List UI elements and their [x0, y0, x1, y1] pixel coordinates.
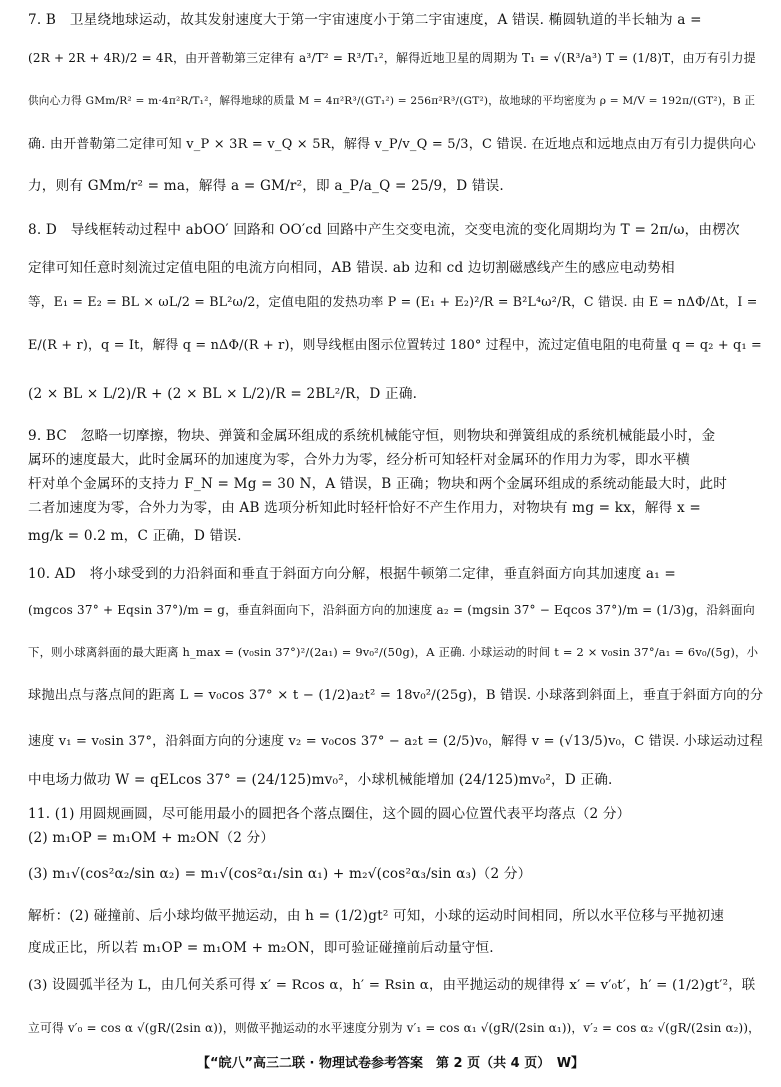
text-line: 解析：(2) 碰撞前、后小球均做平抛运动，由 h = (1/2)gt² 可知，小球的运动时间相同，所以水平位移与平抛初速	[28, 908, 725, 924]
text-line: 定律可知任意时刻流过定值电阻的电流方向相同，AB 错误. ab 边和 cd 边切割磁感线产生的感应电动势相	[28, 260, 675, 276]
text-line: (3) m₁√(cos²α₂/sin α₂) = m₁√(cos²α₁/sin α₁) + m₂√(cos²α₃/sin α₃)（2 分）	[28, 866, 532, 882]
text-line: 11. (1) 用圆规画圆，尽可能用最小的圆把各个落点圈住，这个圆的圆心位置代表平均落点（2 分）	[28, 806, 631, 822]
text-line: 供向心力得 GMm/R² = m·4π²R/T₁²，解得地球的质量 M = 4π²R³/(GT₁²) = 256π²R³/(GT²)，故地球的平均密度为 ρ = M/V = 192π/(GT²)，B 正	[28, 95, 756, 107]
text-line: 速度 v₁ = v₀sin 37°，沿斜面方向的分速度 v₂ = v₀cos 37° − a₂t = (2/5)v₀，解得 v = (√13/5)v₀，C 错误. 小球运动过程	[28, 734, 763, 749]
text-line: 力，则有 GMm/r² = ma，解得 a = GM/r²，即 a_P/a_Q = 25/9，D 错误.	[28, 178, 504, 194]
text-line: 确. 由开普勒第二定律可知 v_P × 3R = v_Q × 5R，解得 v_P/v_Q = 5/3，C 错误. 在近地点和远地点由万有引力提供向心	[28, 137, 756, 152]
text-line: (3) 设圆弧半径为 L，由几何关系可得 x′ = Rcos α，h′ = Rsin α，由平抛运动的规律得 x′ = v′₀t′，h′ = (1/2)gt′²，联	[28, 978, 756, 993]
page-footer: 【“皖八”高三二联 · 物理试卷参考答案 第 2 页（共 4 页） W】	[196, 1056, 585, 1071]
text-line: E/(R + r)，q = It，解得 q = nΔΦ/(R + r)，则导线框由图示位置转过 180° 过程中，流过定值电阻的电荷量 q = q₂ + q₁ =	[28, 338, 762, 353]
text-line: 下，则小球离斜面的最大距离 h_max = (v₀sin 37°)²/(2a₁) = 9v₀²/(50g)，A 正确. 小球运动的时间 t = 2 × v₀sin 37°/a₁ = 6v₀/(5g)，小	[28, 645, 759, 659]
text-line: 中电场力做功 W = qELcos 37° = (24/125)mv₀²，小球机械能增加 (24/125)mv₀²，D 正确.	[28, 772, 613, 788]
text-line: (2) m₁OP = m₁OM + m₂ON（2 分）	[28, 830, 275, 846]
text-line: 杆对单个金属环的支持力 F_N = Mg = 30 N，A 错误，B 正确；物块和两个金属环组成的系统动能最大时，此时	[28, 476, 728, 492]
text-line: 立可得 v′₀ = cos α √(gR/(2sin α))，则做平抛运动的水平速度分别为 v′₁ = cos α₁ √(gR/(2sin α₁))，v′₂ = cos α₂ √(gR/(2sin α₂))，	[28, 1021, 761, 1035]
text-line: 8. D 导线框转动过程中 abOO′ 回路和 OO′cd 回路中产生交变电流，交变电流的变化周期均为 T = 2π/ω，由楞次	[28, 222, 740, 238]
text-line: 10. AD 将小球受到的力沿斜面和垂直于斜面方向分解，根据牛顿第二定律，垂直斜面方向其加速度 a₁ =	[28, 566, 676, 582]
text-line: (mgcos 37° + Eqsin 37°)/m = g，垂直斜面向下，沿斜面方向的加速度 a₂ = (mgsin 37° − Eqcos 37°)/m = (1/3)g，沿斜面向	[28, 603, 756, 617]
text-line: 7. B 卫星绕地球运动，故其发射速度大于第一宇宙速度小于第二宇宙速度，A 错误. 椭圆轨道的半长轴为 a =	[28, 12, 702, 28]
text-line: 二者加速度为零，合外力为零，由 AB 选项分析知此时轻杆恰好不产生作用力，对物块有 mg = kx，解得 x =	[28, 500, 701, 516]
text-line: mg/k = 0.2 m，C 正确，D 错误.	[28, 528, 242, 544]
text-line: 等，E₁ = E₂ = BL × ωL/2 = BL²ω/2，定值电阻的发热功率 P = (E₁ + E₂)²/R = B²L⁴ω²/R，C 错误. 由 E = nΔΦ/Δt，I =	[28, 294, 758, 309]
text-line: (2 × BL × L/2)/R + (2 × BL × L/2)/R = 2BL²/R，D 正确.	[28, 386, 418, 402]
text-line: 度成正比，所以若 m₁OP = m₁OM + m₂ON，即可验证碰撞前后动量守恒.	[28, 940, 494, 956]
text-line: 属环的速度最大，此时金属环的加速度为零，合外力为零，经分析可知轻杆对金属环的作用力为零，即水平横	[28, 452, 691, 468]
text-line: 9. BC 忽略一切摩擦，物块、弹簧和金属环组成的系统机械能守恒，则物块和弹簧组成的系统机械能最小时，金	[28, 428, 716, 444]
text-line: 球抛出点与落点间的距离 L = v₀cos 37° × t − (1/2)a₂t² = 18v₀²/(25g)，B 错误. 小球落到斜面上，垂直于斜面方向的分	[28, 688, 763, 703]
text-line: (2R + 2R + 4R)/2 = 4R，由开普勒第三定律有 a³/T² = R³/T₁²，解得近地卫星的周期为 T₁ = √(R³/a³) T = (1/8)T，由万有引力提	[28, 51, 756, 65]
